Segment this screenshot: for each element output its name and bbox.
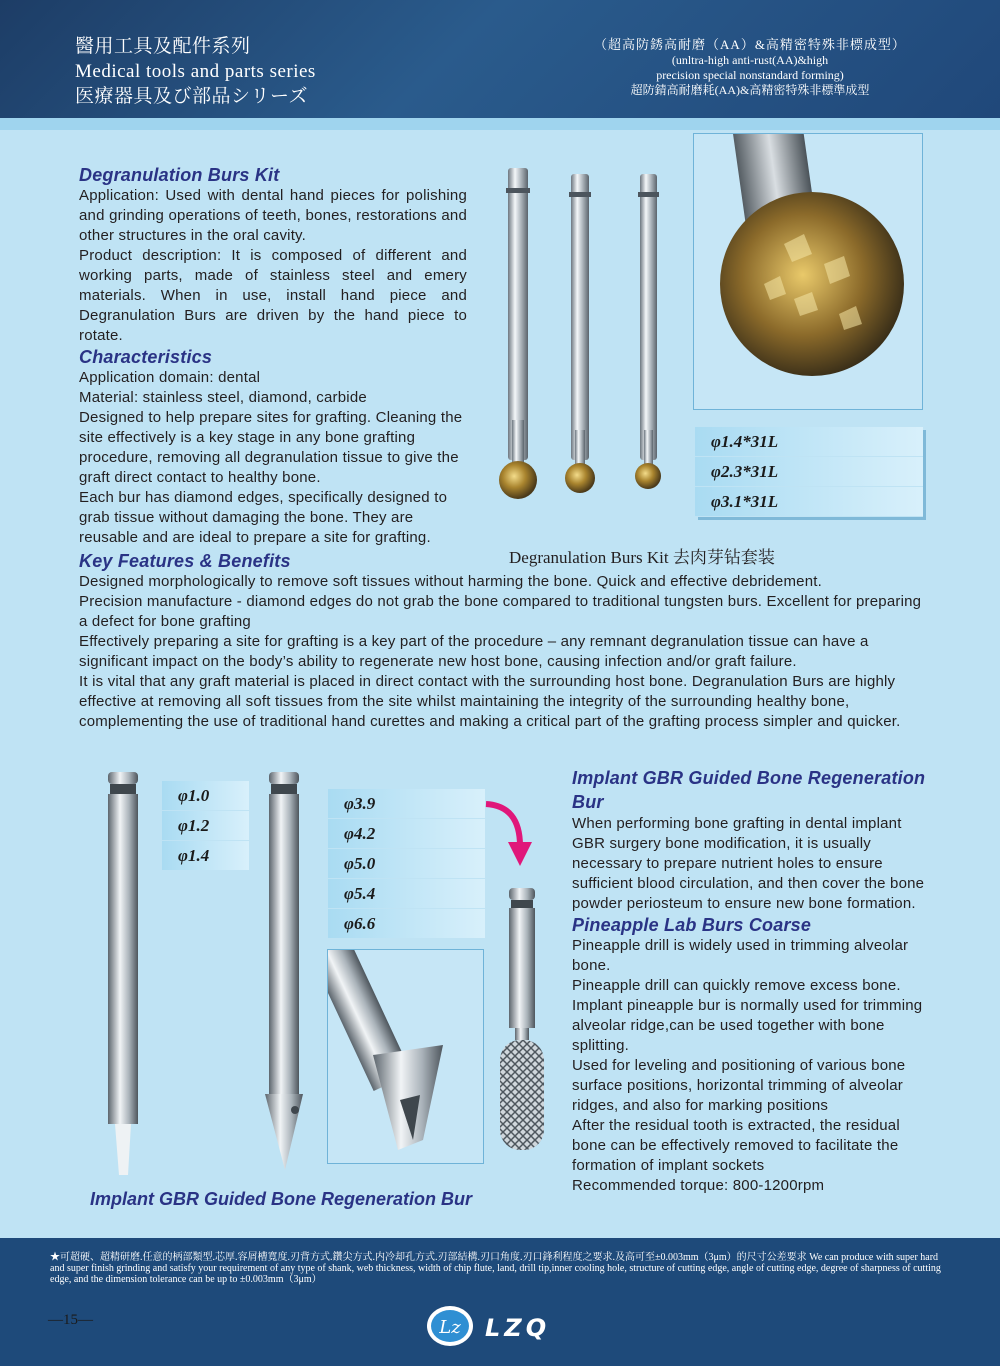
size-row: φ3.9 (328, 789, 485, 818)
logo-mark-text: Lz (439, 1317, 461, 1338)
key-features-p3: Effectively preparing a site for grafting is a key part of the procedure – any remnant degranulation tissue can have a significant impact on the body’s ability to regenerate new host bone, causing infection and/or graft failure. (79, 633, 869, 670)
pineapple-p3: Used for leveling and positioning of various bone surface positions, horizontal trimming of alveolar ridges, and also for marking positions (572, 1057, 906, 1114)
diamond-bur-closeup (693, 133, 923, 410)
degranulation-description: Product description: It is composed of different and working parts, made of stainless steel and emery materials. When in use, install hand piece and Degranulation Burs are driven by the hand piece to rotate. (79, 247, 467, 344)
characteristics-title: Characteristics (79, 347, 213, 367)
pineapple-bur-illustration (495, 884, 555, 1169)
pineapple-p1: Pineapple drill is widely used in trimming alveolar bone. (572, 937, 909, 974)
size-row: φ1.4*31L (695, 427, 923, 456)
key-features-p2: Precision manufacture - diamond edges do not grab the bone compared to traditional tungsten burs. Excellent for preparing a defect for bone grafting (79, 593, 922, 630)
characteristics-grafting: Designed to help prepare sites for grafting. Cleaning the site effectively is a key stage in any bone grafting procedure, removing all degranulation tissue to give the graft direct contact to healthy bone. (79, 409, 463, 486)
header-subtitle (560, 36, 940, 98)
key-features-section (79, 550, 927, 732)
key-features-p1: Designed morphologically to remove soft tissues without harming the bone. Quick and effective debridement. (79, 573, 822, 590)
gbr-size-table-a (162, 781, 249, 871)
gbr-pineapple-section (572, 766, 932, 1196)
footer-note (50, 1252, 950, 1285)
characteristics-material: Material: stainless steel, diamond, carbide (79, 389, 367, 406)
gbr-thin-bur-illustration (95, 770, 155, 1180)
size-row: φ5.4 (328, 879, 485, 908)
size-row: φ1.2 (162, 811, 249, 840)
header-subtitle-jp: 超防錆高耐磨耗(AA)&高精密特殊非標準成型 (630, 83, 870, 97)
degranulation-application: Application: Used with dental hand pieces for polishing and grinding operations of teeth, bones, restorations and other structures in the oral cavity. (79, 187, 467, 244)
size-row: φ2.3*31L (695, 457, 923, 486)
logo-mark-icon (425, 1302, 475, 1350)
size-row: φ4.2 (328, 819, 485, 848)
gbr-caption: Implant GBR Guided Bone Regeneration Bur (90, 1189, 473, 1209)
header-subtitle-en-2: precision special nonstandard forming) (656, 68, 844, 82)
pineapple-p4: After the residual tooth is extracted, the residual bone can be effectively removed to facilitate the formation of implant sockets (572, 1117, 900, 1174)
page-footer (0, 1238, 1000, 1366)
logo-text: LZQ (485, 1314, 551, 1342)
gbr-description: When performing bone grafting in dental implant GBR surgery bone modification, it is usually necessary to prepare nutrient holes to ensure sufficient blood circulation, and then cover the bone powder periosteum to ensure new bone formation. (572, 815, 925, 912)
header-subtitle-en-1: (unltra-high anti-rust(AA)&high (671, 53, 829, 67)
gbr-tip-closeup (327, 949, 484, 1164)
pineapple-torque: Recommended torque: 800-1200rpm (572, 1177, 825, 1194)
header-title-cn: 醫用工具及配件系列 (75, 36, 251, 57)
bur-medium (565, 174, 595, 493)
bur-small (635, 174, 661, 489)
pineapple-p2: Pineapple drill can quickly remove excess bone. Implant pineapple bur is normally used for trimming alveolar ridge,can be used together with bone splitting. (572, 977, 923, 1054)
page-number: —15— (48, 1312, 93, 1328)
header-subtitle-cn: （超高防銹高耐磨（AA）&高精密特殊非標成型） (594, 37, 906, 52)
degranulation-caption: Degranulation Burs Kit 去肉芽钻套装 (509, 548, 775, 567)
degranulation-section (79, 164, 467, 548)
header-title-jp: 医療器具及び部品シリーズ (75, 86, 309, 107)
degranulation-burs-illustration (490, 160, 690, 505)
gbr-size-table-b (328, 789, 485, 939)
gbr-title: Implant GBR Guided Bone Regeneration Bur (572, 768, 926, 812)
company-logo (425, 1302, 585, 1350)
arrow-icon (480, 796, 540, 876)
gbr-tip-image (328, 950, 484, 1164)
size-row: φ1.4 (162, 841, 249, 870)
degranulation-title: Degranulation Burs Kit (79, 165, 280, 185)
footer-note-en: We can produce with super hard and super finish grinding and satisfy your requirement of any type of shank, web thickness, width of chip flute, land, drill tip,inner cooling hole, structure of cutting edge, angle of cutting edge, degree of sharpness of cutting edge, and the dimension tolerance can be up to ±0.003mm（3μm） (50, 1252, 941, 1285)
bur-large (499, 168, 537, 499)
header-title-en: Medical tools and parts series (75, 61, 316, 82)
pineapple-title: Pineapple Lab Burs Coarse (572, 915, 812, 935)
characteristics-edges: Each bur has diamond edges, specifically designed to grab tissue without damaging the bone. They are reusable and are ideal to prepare a site for grafting. (79, 489, 448, 546)
gbr-conical-bur-illustration (255, 770, 315, 1180)
size-row: φ3.1*31L (695, 487, 923, 516)
size-row: φ1.0 (162, 781, 249, 810)
size-row: φ5.0 (328, 849, 485, 878)
degranulation-size-table (695, 427, 923, 517)
header-titles (75, 34, 316, 109)
diamond-closeup-image (694, 134, 923, 410)
header-band (0, 118, 1000, 130)
footer-note-cn: ★可超硬、超精研磨.任意的柄部類型.芯厚.容屑槽寬度.刃背方式.鑽尖方式.内冷却孔方式.刃部結構.刃口角度.刃口鋒利程度之要求.及高可至±0.003mm（3μm）的尺寸公差要求 (50, 1252, 807, 1263)
size-row: φ6.6 (328, 909, 485, 938)
key-features-title: Key Features & Benefits (79, 551, 291, 571)
characteristics-domain: Application domain: dental (79, 369, 261, 386)
key-features-p4: It is vital that any graft material is placed in direct contact with the surrounding host bone. Degranulation Burs are highly effective at removing all soft tissues from the site whilst maintaining the integrity of the surrounding healthy bone, complementing the use of traditional hand curettes and making a critical part of the grafting process simpler and quicker. (79, 673, 901, 730)
page-header (0, 0, 1000, 118)
